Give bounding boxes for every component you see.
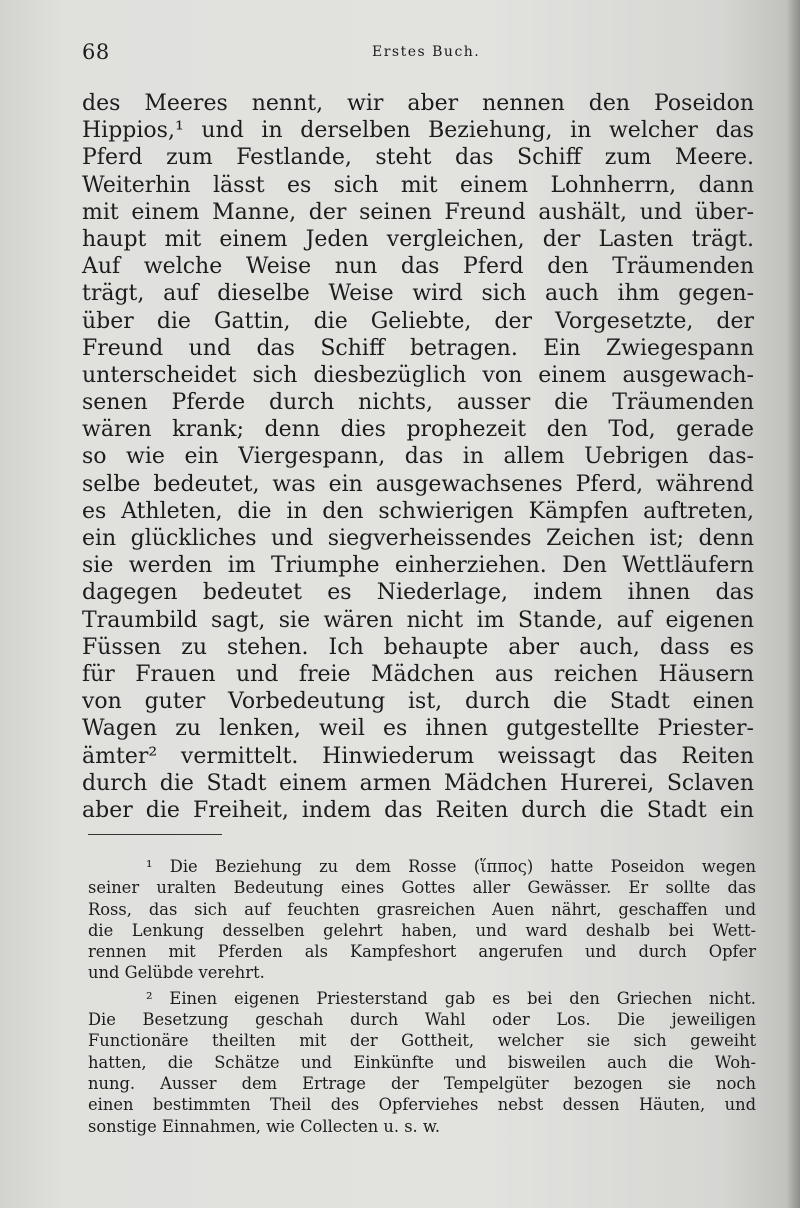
body-line: trägt, auf dieselbe Weise wird sich auch ihm gegen- (82, 281, 754, 307)
body-line: Freund und das Schiff betragen. Ein Zwiegespann (82, 335, 754, 361)
body-line: mit einem Manne, der seinen Freund aushält, und über- (82, 199, 754, 225)
body-text (82, 90, 754, 824)
body-line: Wagen zu lenken, weil es ihnen gutgestellte Priester- (82, 716, 754, 742)
body-line: Auf welche Weise nun das Pferd den Träumenden (82, 254, 754, 280)
body-line: es Athleten, die in den schwierigen Kämpfen auftreten, (82, 498, 754, 524)
footnote-line: hatten, die Schätze und Einkünfte und bisweilen auch die Woh- (88, 1052, 756, 1072)
body-line: sie werden im Triumphe einherziehen. Den Wettläufern (82, 553, 754, 579)
body-line: aber die Freiheit, indem das Reiten durch die Stadt ein (82, 797, 754, 823)
body-line: Weiterhin lässt es sich mit einem Lohnherrn, dann (82, 172, 754, 198)
footnote-line: rennen mit Pferden als Kampfeshort angerufen und durch Opfer (88, 942, 756, 962)
body-line: dagegen bedeutet es Niederlage, indem ihnen das (82, 580, 754, 606)
body-line: Traumbild sagt, sie wären nicht im Stande, auf eigenen (82, 607, 754, 633)
body-line: des Meeres nennt, wir aber nennen den Poseidon (82, 91, 754, 116)
body-line: haupt mit einem Jeden vergleichen, der Lasten trägt. (82, 226, 754, 252)
body-line: Hippios,¹ und in derselben Beziehung, in welcher das (82, 118, 754, 144)
running-head: Erstes Buch. (372, 44, 481, 60)
body-line: ein glückliches und siegverheissendes Zeichen ist; denn (82, 526, 754, 551)
footnote-2 (88, 988, 756, 1137)
footnotes (88, 856, 756, 1137)
footnote-line: ¹ Die Beziehung zu dem Rosse (ἵππος) hatte Poseidon wegen (146, 857, 756, 876)
footnote-separator (88, 834, 222, 835)
footnote-line: Die Besetzung geschah durch Wahl oder Los. Die jeweiligen (88, 1010, 756, 1030)
body-line: über die Gattin, die Geliebte, der Vorgesetzte, der (82, 308, 754, 334)
body-line: wären krank; denn dies prophezeit den Tod, gerade (82, 417, 754, 443)
page-header (82, 40, 750, 70)
body-line: selbe bedeutet, was ein ausgewachsenes Pferd, während (82, 471, 754, 497)
body-line: Füssen zu stehen. Ich behaupte aber auch, dass es (82, 634, 754, 660)
body-line: Pferd zum Festlande, steht das Schiff zum Meere. (82, 145, 754, 171)
body-line: senen Pferde durch nichts, ausser die Träumenden (82, 390, 754, 416)
footnote-line: die Lenkung desselben gelehrt haben, und ward deshalb bei Wett- (88, 920, 756, 940)
body-line: für Frauen und freie Mädchen aus reichen Häusern (82, 661, 754, 687)
footnote-line: Ross, das sich auf feuchten grasreichen Auen nährt, geschaffen und (88, 899, 756, 919)
footnote-line: ² Einen eigenen Priesterstand gab es bei den Griechen nicht. (146, 988, 756, 1008)
page-number: 68 (82, 40, 110, 64)
body-line: durch die Stadt einem armen Mädchen Hurerei, Sclaven (82, 770, 754, 796)
footnote-1 (88, 856, 756, 984)
body-line: so wie ein Viergespann, das in allem Uebrigen das- (82, 444, 754, 470)
body-line: ämter² vermittelt. Hinwiederum weissagt das Reiten (82, 743, 754, 769)
footnote-line: und Gelübde verehrt. (88, 963, 265, 983)
footnote-line: Functionäre theilten mit der Gottheit, welcher sie sich geweiht (88, 1031, 756, 1051)
footnote-line: einen bestimmten Theil des Opferviehes nebst dessen Häuten, und (88, 1095, 756, 1115)
page-edge-shadow (786, 0, 800, 1208)
body-line: unterscheidet sich diesbezüglich von einem ausgewach- (82, 362, 754, 388)
footnote-line: nung. Ausser dem Ertrage der Tempelgüter bezogen sie noch (88, 1073, 756, 1093)
footnote-line: sonstige Einnahmen, wie Collecten u. s. w. (88, 1116, 441, 1136)
body-line: von guter Vorbedeutung ist, durch die Stadt einen (82, 689, 754, 715)
footnote-line: seiner uralten Bedeutung eines Gottes aller Gewässer. Er sollte das (88, 878, 756, 898)
